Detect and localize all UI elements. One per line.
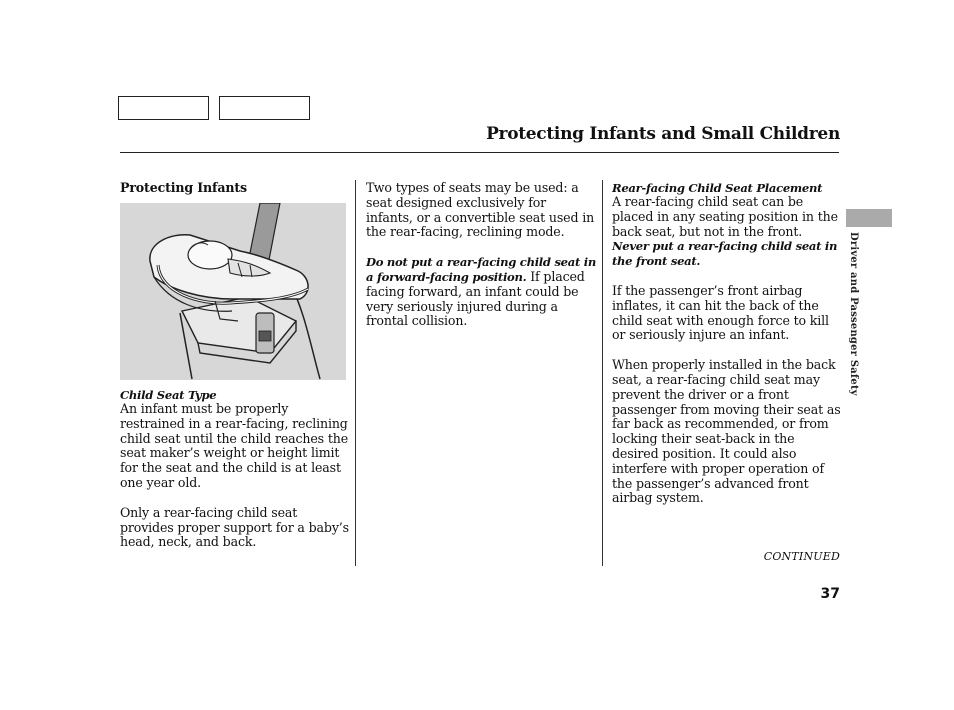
page-title: Protecting Infants and Small Children [486,124,840,144]
column-divider-2 [602,180,603,566]
col2-paragraph-1: Two types of seats may be used: a seat designed exclusively for infants, or a convertible seat used in the rear-facing, reclining mode. [366,180,595,240]
col3-paragraph-1-start: A rear-facing child seat can be placed in any seating position in the back seat, but not in the front. [612,194,838,239]
column-3 [612,181,842,521]
column-2 [366,181,596,344]
col3-paragraph-1 [612,195,842,269]
col3-paragraph-2: If the passenger’s front airbag inflates, it can hit the back of the child seat with enough force to kill or seriously injure an infant. [612,282,829,343]
col1-paragraph-2: Only a rear-facing child seat provides proper support for a baby’s head, neck, and back. [120,504,349,550]
title-rule [120,152,839,153]
column-1-text [120,388,350,565]
header-tab-box-right [219,96,310,120]
column-divider-1 [355,180,356,566]
child-seat-type-heading: Child Seat Type [120,388,217,402]
infant-seat-illustration [120,203,346,380]
col3-paragraph-1-bold: Never put a rear-facing child seat in the front seat. [612,239,838,269]
continued-label: CONTINUED [763,550,840,563]
col1-paragraph-1: An infant must be properly restrained in a rear-facing, reclining child seat until the child reaches the seat maker’s weight or height limit for the seat and the child is at least one year old. [120,401,349,490]
section-side-label: Driver and Passenger Safety [848,232,859,396]
header-tab-box-left [118,96,209,120]
col2-warning-bold: Do not put a rear-facing child seat in a forward-facing position. [366,255,596,284]
section-heading: Protecting Infants [120,180,247,195]
col3-paragraph-3: When properly installed in the back seat, a rear-facing child seat may prevent the driver or a front passenger from moving their seat as far back as recommended, or from locking their seat-back in the desired position. It could also interfere with proper operation of the passenger’s advanced front airbag system. [612,357,841,506]
page-number: 37 [820,586,840,602]
section-tab-marker [846,209,892,227]
col2-warning-rest: If placed facing forward, an infant could be very seriously injured during a frontal collision. [366,268,585,329]
col2-warning [366,255,596,329]
column-1 [120,181,350,204]
placement-heading: Rear-facing Child Seat Placement [612,181,823,195]
infant-seat-drawing [120,203,346,380]
